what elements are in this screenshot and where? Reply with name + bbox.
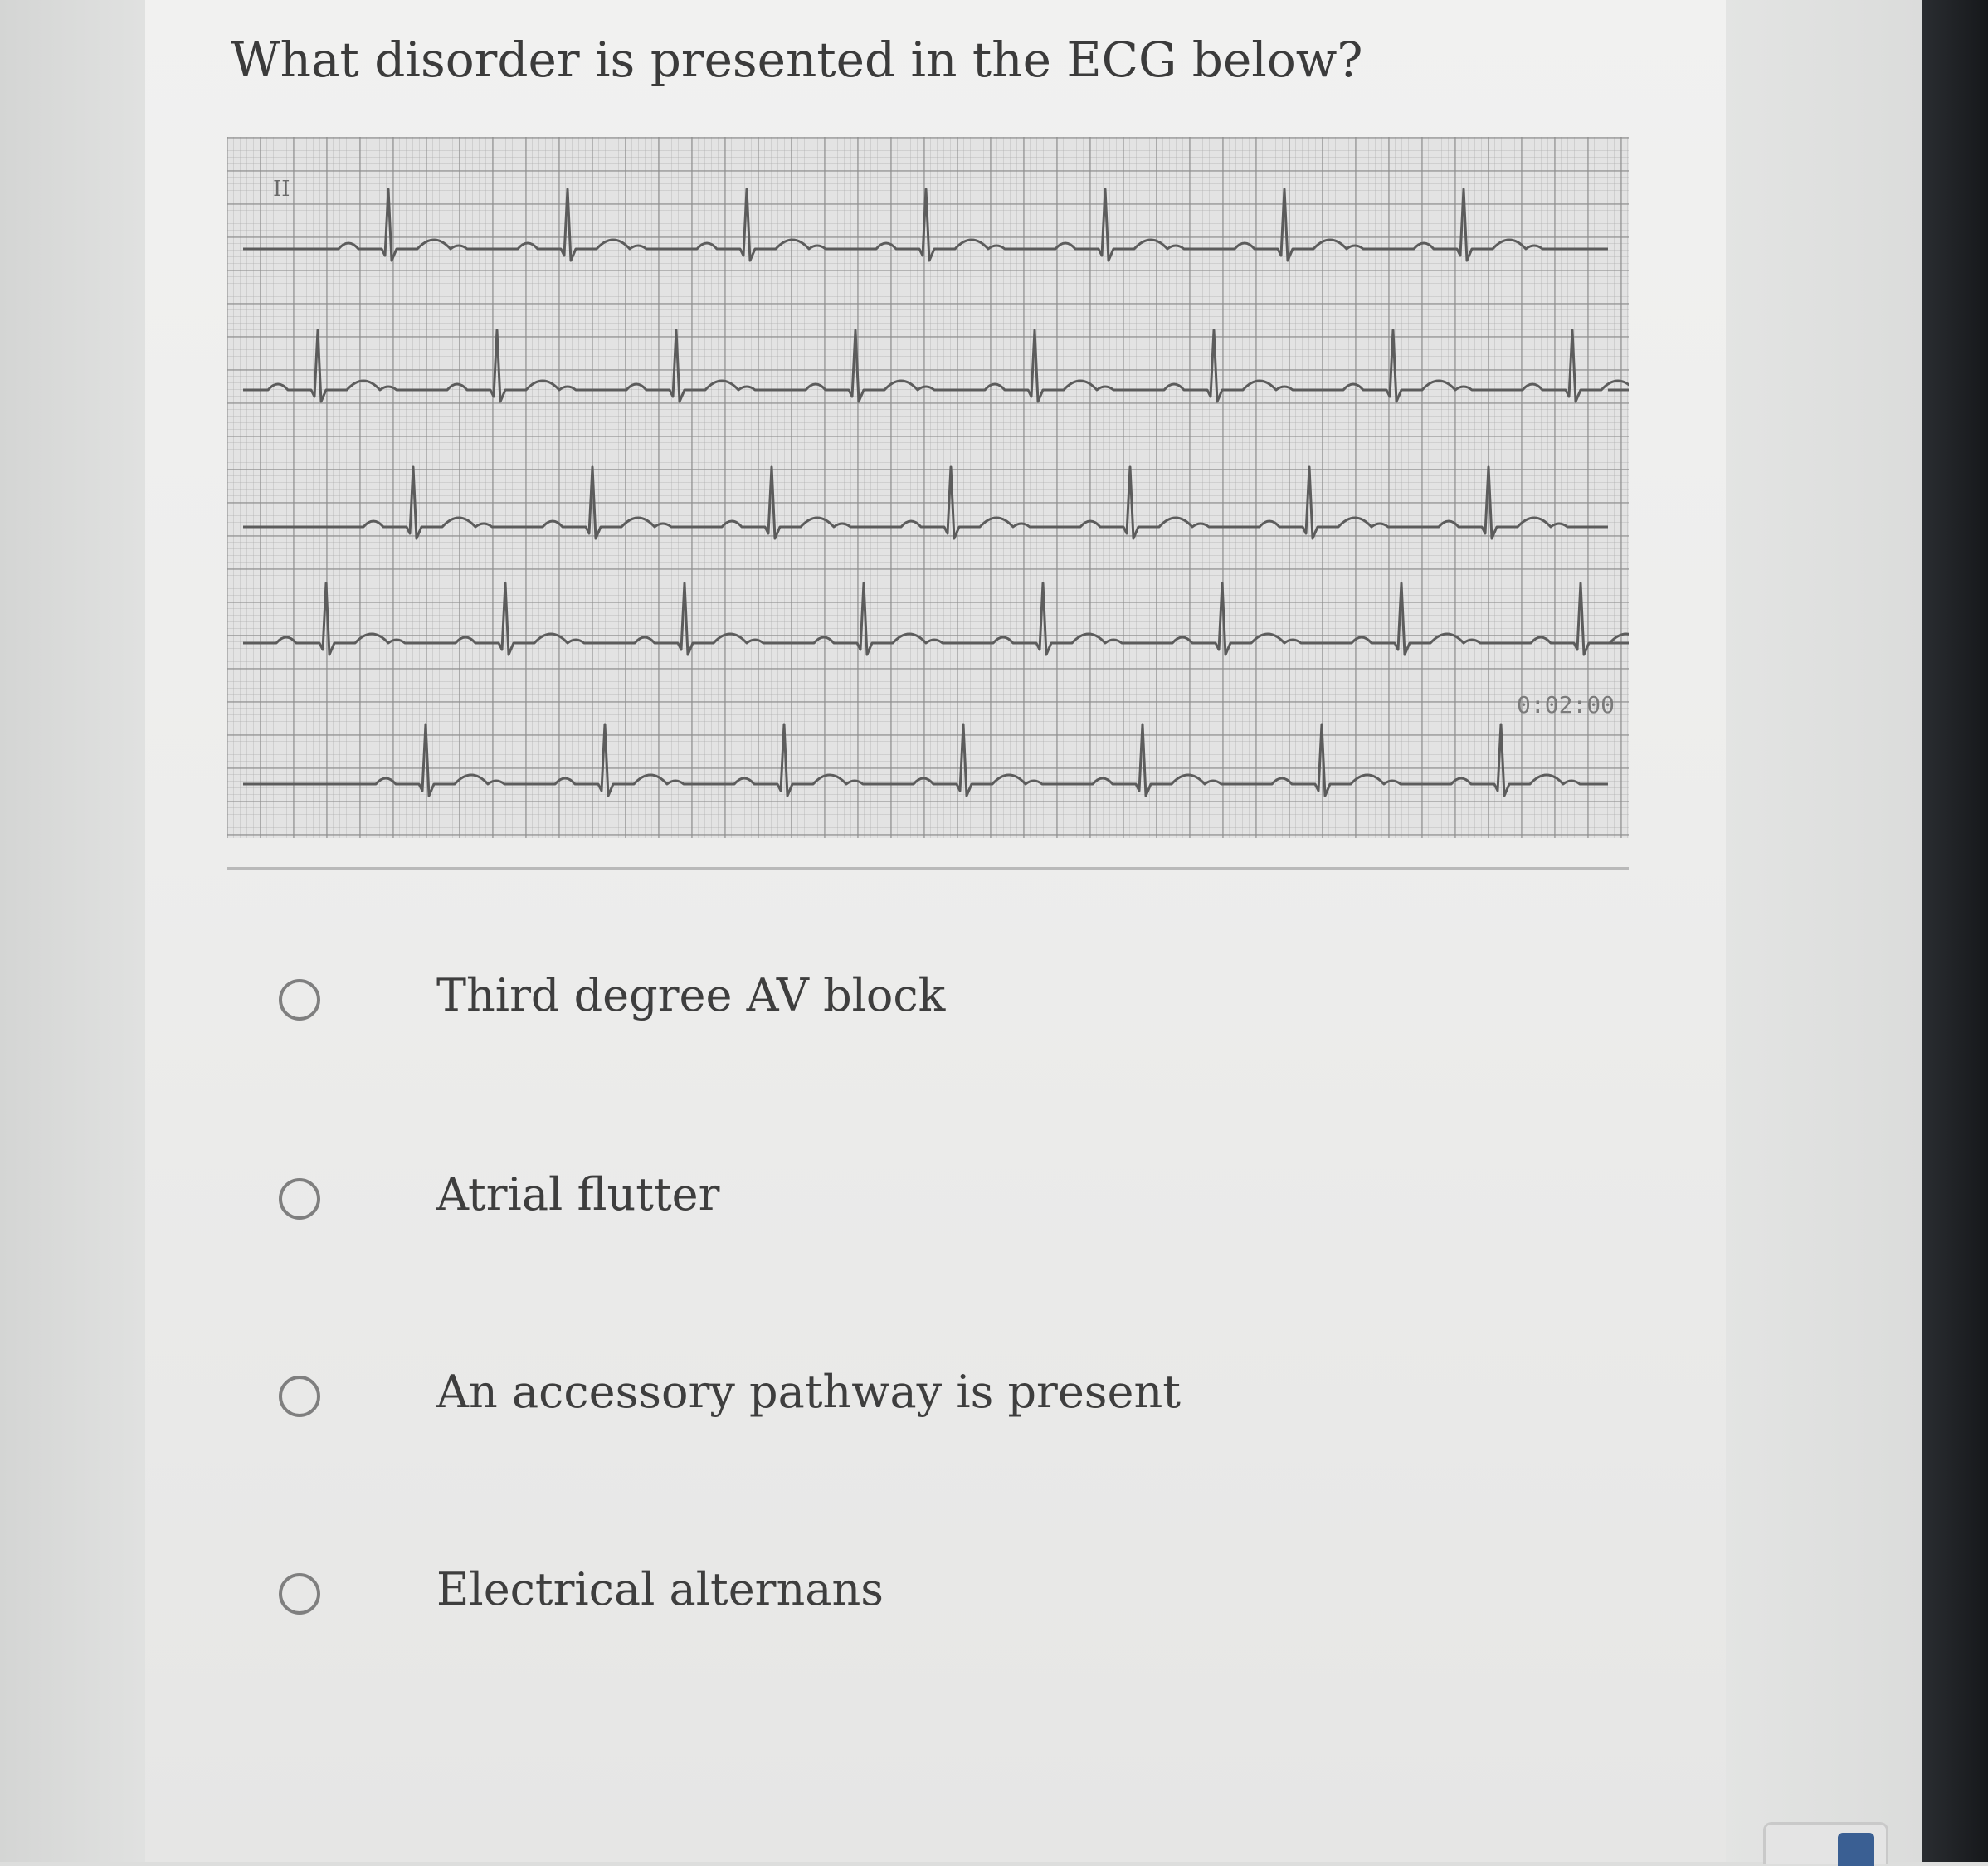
option-atrial-flutter[interactable] [249, 1162, 1162, 1236]
ecg-trace-row-1 [243, 189, 1608, 261]
radio-button[interactable] [279, 1573, 320, 1615]
device-bezel [1922, 0, 1988, 1862]
screen-background-right [1726, 0, 1922, 1862]
ecg-timestamp: 0:02:00 [1517, 691, 1615, 719]
option-accessory-pathway[interactable] [249, 1359, 1181, 1434]
option-label: An accessory pathway is present [436, 1366, 1181, 1418]
ecg-trace-row-2 [243, 330, 1629, 402]
radio-button[interactable] [279, 979, 320, 1021]
ecg-trace [227, 137, 1629, 838]
ecg-trace-row-3 [243, 467, 1608, 538]
option-label: Atrial flutter [436, 1168, 720, 1220]
option-label: Third degree AV block [436, 969, 946, 1021]
option-third-degree-av-block[interactable] [249, 962, 1162, 1037]
screen-background-left [0, 0, 153, 1862]
ecg-trace-row-4 [243, 583, 1629, 655]
divider [227, 867, 1629, 870]
corner-widget[interactable] [1763, 1822, 1888, 1864]
option-electrical-alternans[interactable] [249, 1557, 1162, 1631]
question-title: What disorder is presented in the ECG below? [231, 32, 1363, 88]
ecg-trace-row-5 [243, 724, 1608, 796]
ecg-strip [227, 137, 1629, 838]
ecg-lead-label: II [273, 177, 290, 202]
radio-button[interactable] [279, 1376, 320, 1417]
option-label: Electrical alternans [436, 1563, 884, 1615]
radio-button[interactable] [279, 1178, 320, 1220]
corner-tab-icon [1838, 1833, 1874, 1866]
